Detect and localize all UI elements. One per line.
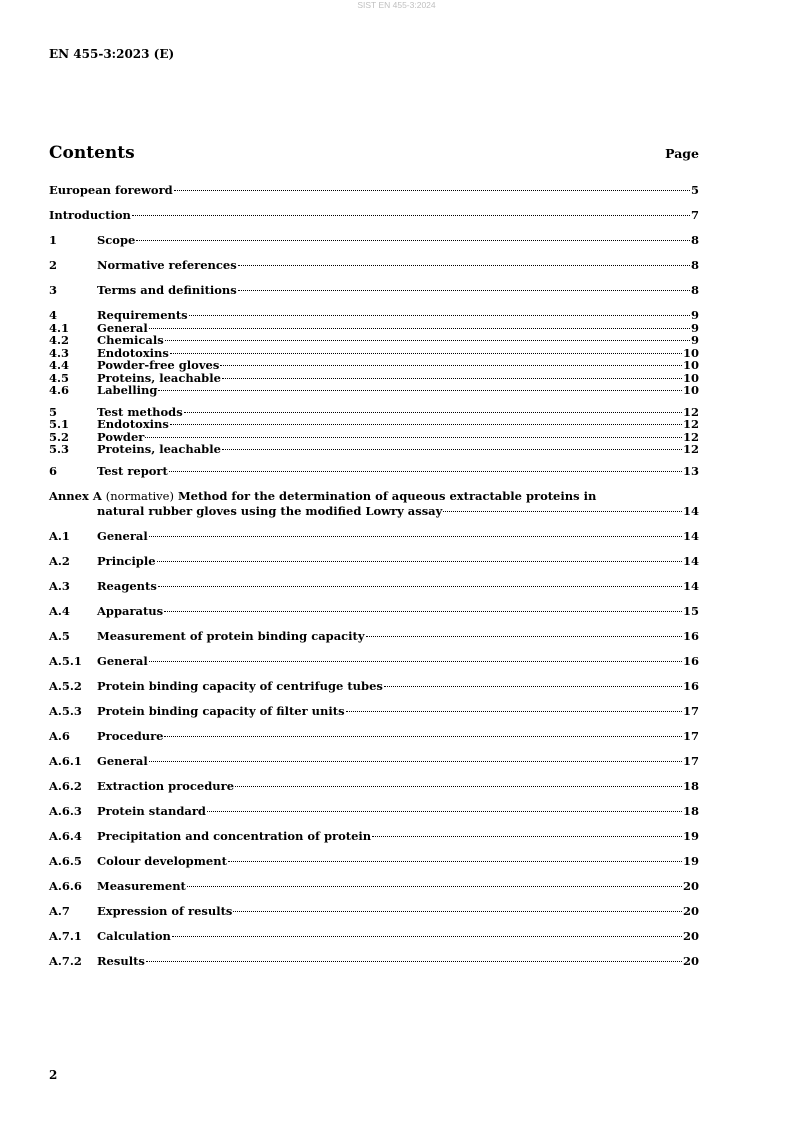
toc-entry-a-7-1[interactable]: [49, 929, 699, 945]
annex-type: (normative): [105, 488, 174, 503]
dot-leader: [346, 711, 682, 712]
toc-entry-a-1[interactable]: [49, 529, 699, 545]
annex-title-line: [49, 504, 699, 520]
toc-entry-page: 14: [682, 528, 699, 543]
toc-entry-page: 9: [690, 308, 699, 322]
toc-entry-page: 17: [682, 753, 699, 768]
dot-leader: [149, 761, 682, 762]
toc-entry-number: A.6.2: [49, 778, 82, 793]
toc-entry-number: A.6.6: [49, 878, 82, 893]
watermark: SIST EN 455-3:2024: [357, 0, 436, 10]
toc-entry-page: 9: [690, 333, 699, 347]
dot-leader: [443, 511, 682, 512]
toc-entry-title: Terms and definitions: [97, 283, 237, 297]
toc-entry-4-4[interactable]: [49, 358, 699, 371]
toc-entry-a-5-2[interactable]: [49, 679, 699, 695]
toc-entry-a-5[interactable]: [49, 629, 699, 645]
toc-entry-title: Protein standard: [97, 803, 206, 818]
toc-entry-page: 18: [682, 778, 699, 793]
dot-leader: [170, 424, 682, 425]
dot-leader: [235, 786, 682, 787]
toc-entry-a-6-1[interactable]: [49, 754, 699, 770]
toc-entry-title: Test methods: [97, 404, 183, 419]
toc-entry-1[interactable]: [49, 233, 699, 249]
toc-entry-number: A.1: [49, 528, 70, 543]
toc-entry-number: A.5.2: [49, 678, 82, 693]
dot-leader: [132, 215, 690, 216]
annex-heading-line: [49, 489, 699, 504]
toc-entry-page: 20: [682, 953, 699, 968]
toc-entry-a-6[interactable]: [49, 729, 699, 745]
toc-entry-foreword[interactable]: [49, 183, 699, 199]
toc-entry-title: Protein binding capacity of filter units: [97, 703, 345, 718]
dot-leader: [174, 190, 690, 191]
toc-entry-title: Normative references: [97, 258, 237, 272]
toc-entry-title: General: [97, 653, 148, 668]
toc-entry-page: 10: [682, 370, 699, 385]
toc-entry-number: 4.3: [49, 345, 70, 360]
dot-leader: [149, 536, 682, 537]
toc-entry-number: A.6.5: [49, 853, 82, 868]
page-number: 2: [49, 1068, 58, 1082]
contents-title: Contents: [49, 143, 135, 163]
toc-entry-page: 8: [690, 258, 699, 272]
toc-entry-a-6-3[interactable]: [49, 804, 699, 820]
toc-entry-number: 5.1: [49, 417, 70, 431]
toc-entry-title: Calculation: [97, 928, 171, 943]
toc-entry-number: 4.6: [49, 383, 70, 397]
toc-entry-number: A.3: [49, 578, 70, 593]
toc-entry-a-2[interactable]: [49, 554, 699, 570]
toc-entry-page: 20: [682, 928, 699, 943]
dot-leader: [384, 686, 682, 687]
toc-entry-page: 14: [682, 578, 699, 593]
toc-entry-number: 6: [49, 463, 58, 478]
toc-entry-4-2[interactable]: [49, 333, 699, 346]
toc-entry-page: 8: [690, 283, 699, 297]
dot-leader: [222, 449, 682, 450]
toc-entry-4-1[interactable]: [49, 321, 699, 334]
dot-leader: [220, 365, 682, 366]
toc-entry-page: 20: [682, 878, 699, 893]
toc-entry-number: A.7.1: [49, 928, 82, 943]
toc-entry-page: 17: [682, 703, 699, 718]
toc-entry-page: 10: [682, 345, 699, 360]
dot-leader: [372, 836, 682, 837]
toc-entry-title: Labelling: [97, 383, 158, 397]
dot-leader: [149, 328, 690, 329]
dot-leader: [158, 390, 682, 391]
dot-leader: [207, 811, 682, 812]
toc-entry-page: 13: [682, 463, 699, 478]
dot-leader: [146, 961, 682, 962]
toc-entry-title: Reagents: [97, 578, 157, 593]
toc-entry-page: 12: [682, 417, 699, 431]
toc-entry-number: A.2: [49, 553, 70, 568]
toc-entry-a-6-2[interactable]: [49, 779, 699, 795]
toc-entry-title: Proteins, leachable: [97, 442, 221, 456]
toc-entry-title: Introduction: [49, 208, 131, 222]
dot-leader: [136, 240, 690, 241]
annex-title-line2: natural rubber gloves using the modified Lowry assay: [97, 503, 443, 518]
toc-entry-number: A.7: [49, 903, 70, 918]
toc-entry-a-5-3[interactable]: [49, 704, 699, 720]
toc-entry-title: Chemicals: [97, 333, 164, 347]
toc-entry-number: A.6.1: [49, 753, 82, 768]
toc-entry-page: 18: [682, 803, 699, 818]
toc-entry-page: 19: [682, 853, 699, 868]
dot-leader: [366, 636, 682, 637]
toc-entry-a-4[interactable]: [49, 604, 699, 620]
toc-entry-number: 4.5: [49, 370, 70, 385]
toc-entry-5-3[interactable]: [49, 442, 699, 455]
toc-entry-title: Powder: [97, 429, 145, 444]
toc-entry-number: 4.4: [49, 358, 70, 372]
toc-entry-number: 1: [49, 233, 58, 247]
toc-entry-4-5[interactable]: [49, 371, 699, 384]
dot-leader: [184, 412, 682, 413]
toc-entry-number: 2: [49, 258, 58, 272]
dot-leader: [187, 886, 682, 887]
toc-entry-number: 4.1: [49, 320, 70, 335]
toc-entry-4-6[interactable]: [49, 383, 699, 396]
annex-label: Annex A: [49, 488, 102, 503]
toc-entry-number: A.5: [49, 628, 70, 643]
toc-entry-page: 9: [690, 320, 699, 335]
toc-entry-page: 16: [682, 653, 699, 668]
toc-entry-title: Colour development: [97, 853, 227, 868]
dot-leader: [238, 290, 690, 291]
toc-entry-number: A.5.1: [49, 653, 82, 668]
toc-entry-number: 5.2: [49, 429, 70, 444]
dot-leader: [233, 911, 682, 912]
toc-entry-title: Expression of results: [97, 903, 233, 918]
toc-entry-page: 16: [682, 678, 699, 693]
toc-entry-page: 10: [682, 383, 699, 397]
toc-entry-title: Test report: [97, 463, 168, 478]
toc-entry-title: Proteins, leachable: [97, 370, 221, 385]
toc-entry-title: General: [97, 753, 148, 768]
toc-entry-number: A.6: [49, 728, 70, 743]
toc-entry-number: 4: [49, 308, 58, 322]
toc-entry-2[interactable]: [49, 258, 699, 274]
toc-entry-title: Results: [97, 953, 145, 968]
toc-entry-title: Powder-free gloves: [97, 358, 220, 372]
toc-entry-page: 15: [682, 603, 699, 618]
toc-entry-page: 12: [682, 429, 699, 444]
toc-entry-number: A.6.3: [49, 803, 82, 818]
dot-leader: [172, 936, 682, 937]
toc-entry-title: Extraction procedure: [97, 778, 235, 793]
dot-leader: [145, 437, 682, 438]
toc-entry-title: Endotoxins: [97, 417, 169, 431]
toc-entry-number: A.6.4: [49, 828, 82, 843]
toc-entry-a-7-2[interactable]: [49, 954, 699, 970]
dot-leader: [164, 736, 682, 737]
toc-entry-page: 19: [682, 828, 699, 843]
toc-entry-title: Measurement: [97, 878, 186, 893]
toc-entry-title: European foreword: [49, 183, 173, 197]
toc-entry-title: Protein binding capacity of centrifuge tubes: [97, 678, 383, 693]
toc-entry-title: Principle: [97, 553, 156, 568]
toc-entry-number: A.4: [49, 603, 70, 618]
toc-entry-title: General: [97, 528, 148, 543]
toc-entry-a-6-6[interactable]: [49, 879, 699, 895]
toc-entry-annex-a[interactable]: [49, 489, 699, 520]
dot-leader: [164, 611, 682, 612]
dot-leader: [222, 378, 682, 379]
toc-entry-page: 14: [682, 553, 699, 568]
toc-entry-6[interactable]: [49, 464, 699, 480]
toc-entry-5-2[interactable]: [49, 430, 699, 443]
toc-entry-a-6-5[interactable]: [49, 854, 699, 870]
dot-leader: [228, 861, 682, 862]
toc-entry-title: Precipitation and concentration of protein: [97, 828, 372, 843]
dot-leader: [149, 661, 682, 662]
annex-title-line1: Method for the determination of aqueous extractable proteins in: [177, 488, 597, 503]
toc-entry-title: Requirements: [97, 308, 188, 322]
toc-entry-page: 14: [682, 503, 699, 518]
dot-leader: [158, 586, 682, 587]
toc-entry-number: A.5.3: [49, 703, 82, 718]
toc-entry-4[interactable]: [49, 308, 699, 321]
toc-entry-page: 10: [682, 358, 699, 372]
toc-entry-a-6-4[interactable]: [49, 829, 699, 845]
dot-leader: [165, 340, 690, 341]
dot-leader: [189, 315, 690, 316]
toc-entry-title: Endotoxins: [97, 345, 169, 360]
toc-entry-page: 20: [682, 903, 699, 918]
toc-entry-number: A.7.2: [49, 953, 82, 968]
toc-entry-title: Measurement of protein binding capacity: [97, 628, 365, 643]
toc-entry-number: 5.3: [49, 442, 70, 456]
dot-leader: [157, 561, 682, 562]
toc-entry-page: 7: [690, 208, 699, 222]
toc-entry-page: 17: [682, 728, 699, 743]
toc-entry-title: General: [97, 320, 148, 335]
toc-entry-3[interactable]: [49, 283, 699, 299]
toc-entry-a-5-1[interactable]: [49, 654, 699, 670]
page-column-label: Page: [665, 146, 699, 161]
toc-entry-page: 12: [682, 404, 699, 419]
toc-entry-title: Scope: [97, 233, 136, 247]
dot-leader: [238, 265, 690, 266]
dot-leader: [169, 471, 682, 472]
toc-entry-number: 4.2: [49, 333, 70, 347]
toc-entry-introduction[interactable]: [49, 208, 699, 224]
contents-header: [49, 143, 699, 163]
toc-entry-title: Procedure: [97, 728, 164, 743]
toc-entry-page: 12: [682, 442, 699, 456]
toc-entry-number: 3: [49, 283, 58, 297]
toc-entry-4-3[interactable]: [49, 346, 699, 359]
toc-entry-title: Apparatus: [97, 603, 164, 618]
toc-entry-5[interactable]: [49, 405, 699, 418]
toc-entry-page: 16: [682, 628, 699, 643]
toc-entry-number: 5: [49, 404, 58, 419]
toc-entry-page: 5: [690, 183, 699, 197]
document-id: EN 455-3:2023 (E): [49, 47, 175, 61]
toc-entry-page: 8: [690, 233, 699, 247]
toc-entry-a-3[interactable]: [49, 579, 699, 595]
table-of-contents: [49, 183, 699, 970]
toc-entry-5-1[interactable]: [49, 417, 699, 430]
dot-leader: [170, 353, 682, 354]
toc-entry-a-7[interactable]: [49, 904, 699, 920]
